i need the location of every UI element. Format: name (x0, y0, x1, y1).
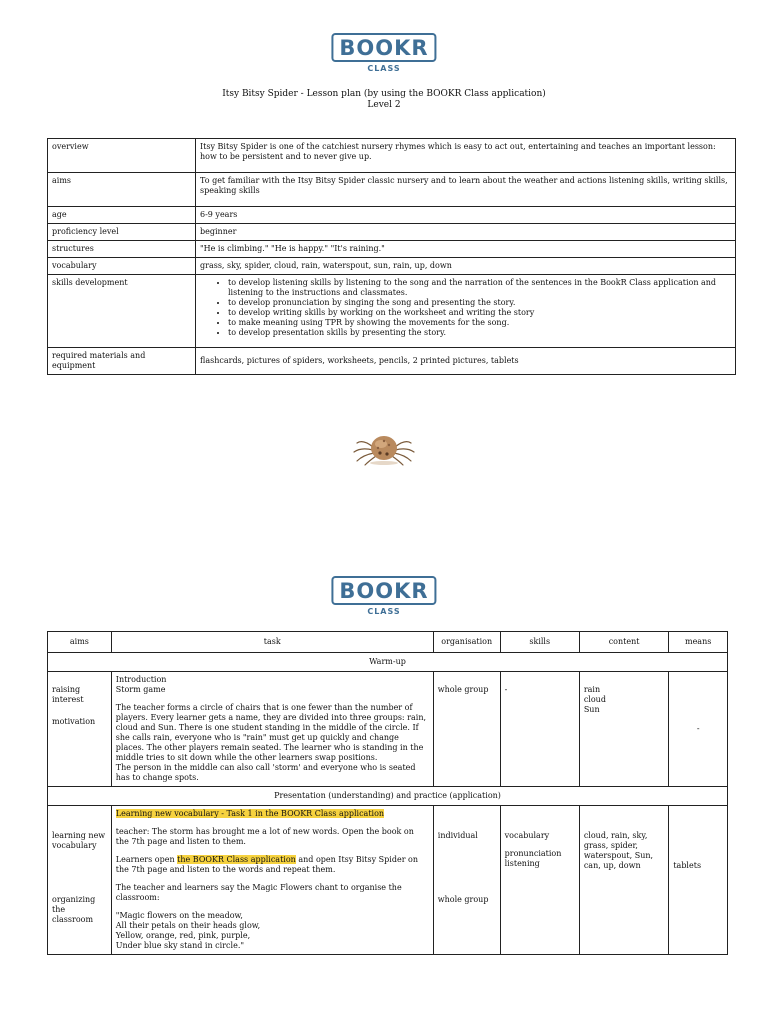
organisation-cell (433, 672, 500, 787)
aim: organizing the classroom (52, 895, 96, 924)
column-header: content (579, 632, 669, 653)
content-cell (579, 672, 669, 787)
row-key: overview (48, 139, 196, 173)
task-cell (111, 672, 433, 787)
column-header: organisation (433, 632, 500, 653)
row-value (196, 275, 736, 348)
text-run: and open Itsy Bitsy Spider on the 7th page and listen to the words and repeat them. (115, 855, 419, 874)
row-value: Itsy Bitsy Spider is one of the catchiest nursery rhymes which is easy to act out, entertaining and teaches an important lesson: how to be persistent and to never give up. (196, 139, 736, 173)
overview-table (47, 138, 736, 375)
skills-cell (500, 806, 579, 955)
aims-cell (48, 806, 112, 955)
skill: pronunciation (504, 849, 562, 858)
skill: vocabulary (504, 831, 550, 840)
skills: - (504, 685, 508, 694)
content-cell (579, 806, 669, 955)
logo-sub: CLASS (367, 607, 401, 616)
row-key: aims (48, 173, 196, 207)
column-header: skills (500, 632, 579, 653)
section-row (48, 653, 728, 672)
organisation-cell (433, 806, 500, 955)
column-header: task (111, 632, 433, 653)
row-value: flashcards, pictures of spiders, worksheets, pencils, 2 printed pictures, tablets (196, 348, 736, 375)
table-row (48, 139, 736, 173)
aim: raising interest (52, 685, 84, 704)
skills-list (200, 278, 731, 338)
table-row (48, 806, 728, 955)
row-value: grass, sky, spider, cloud, rain, waterspout, sun, rain, up, down (196, 258, 736, 275)
task-text: The person in the middle can also call 'storm' and everyone who is seated has to change spots. (115, 763, 416, 782)
task-heading: Learning new vocabulary - Task 1 in the BOOKR Class application (115, 809, 385, 818)
content-item: Sun (583, 705, 600, 714)
bookr-class-logo (331, 576, 436, 616)
table-header-row (48, 632, 728, 653)
task-title: Introduction (115, 675, 167, 684)
table-row (48, 258, 736, 275)
section-row (48, 787, 728, 806)
lesson-plan-table (47, 631, 728, 955)
task-text: teacher: The storm has brought me a lot of new words. Open the book on the 7th page and listen to them. (115, 827, 414, 846)
row-value: beginner (196, 224, 736, 241)
skills-cell (500, 672, 579, 787)
row-key: age (48, 207, 196, 224)
means-cell (669, 672, 728, 787)
logo-sub: CLASS (367, 64, 401, 73)
lesson-title: Itsy Bitsy Spider - Lesson plan (by using the BOOKR Class application) (222, 89, 546, 99)
table-row (48, 173, 736, 207)
content-item: rain (583, 685, 601, 694)
chant-line: Under blue sky stand in circle." (115, 941, 245, 950)
list-item: • to develop writing skills by working on the worksheet and writing the story (228, 308, 731, 318)
aims-cell (48, 672, 112, 787)
list-item: • to develop listening skills by listening to the song and the narration of the sentences in the BookR Class application and listening to the instructions and classmates. (228, 278, 731, 298)
row-key: proficiency level (48, 224, 196, 241)
table-row (48, 241, 736, 258)
page-title (0, 89, 768, 111)
chant-line: "Magic flowers on the meadow, (115, 911, 243, 920)
row-value: 6-9 years (196, 207, 736, 224)
table-row (48, 672, 728, 787)
content: cloud, rain, sky, grass, spider, waterspout, Sun, can, up, down (583, 831, 654, 870)
logo-brand: BOOKR (331, 33, 436, 62)
row-value: "He is climbing." "He is happy." "It's raining." (196, 241, 736, 258)
table-row (48, 275, 736, 348)
table-row (48, 348, 736, 375)
means: tablets (673, 861, 702, 870)
logo-brand: BOOKR (331, 576, 436, 605)
chant-line: All their petals on their heads glow, (115, 921, 261, 930)
list-item: • to develop pronunciation by singing the song and presenting the story. (228, 298, 731, 308)
section-title: Warm-up (48, 653, 728, 672)
column-header: means (669, 632, 728, 653)
means: - (696, 724, 700, 733)
text-run: Learners open (115, 855, 178, 864)
bookr-class-logo (331, 33, 436, 73)
aim: motivation (52, 717, 96, 726)
row-key: structures (48, 241, 196, 258)
row-value: To get familiar with the Itsy Bitsy Spider classic nursery and to learn about the weather and actions listening skills, writing skills, speaking skills (196, 173, 736, 207)
table-row (48, 224, 736, 241)
spider-illustration (351, 425, 417, 467)
row-key: vocabulary (48, 258, 196, 275)
aim: learning new vocabulary (52, 831, 106, 850)
task-text (116, 855, 429, 875)
lesson-level: Level 2 (367, 100, 401, 110)
section-title: Presentation (understanding) and practice (application) (48, 787, 728, 806)
task-text: The teacher forms a circle of chairs that is one fewer than the number of players. Every learner gets a name, they are divided into three groups: rain, cloud and Sun. There is one student standing in the middle of the circle. If she calls rain, everyone who is "rain" must get up quickly and change places. The other players remain seated. The learner who is standing in the middle tries to sit down while the other learners swap positions. (115, 703, 427, 762)
organisation: individual (437, 831, 478, 840)
task-text: The teacher and learners say the Magic Flowers chant to organise the classroom: (115, 883, 402, 902)
task-cell (111, 806, 433, 955)
list-item: • to make meaning using TPR by showing the movements for the song. (228, 318, 731, 328)
row-key: skills development (48, 275, 196, 348)
list-item: • to develop presentation skills by presenting the story. (228, 328, 731, 338)
chant-line: Yellow, orange, red, pink, purple, (115, 931, 251, 940)
organisation: whole group (437, 895, 489, 904)
task-game: Storm game (115, 685, 166, 694)
content-item: cloud (583, 695, 606, 704)
means-cell (669, 806, 728, 955)
row-key: required materials and equipment (48, 348, 196, 375)
table-row (48, 207, 736, 224)
column-header: aims (48, 632, 112, 653)
highlighted-text: the BOOKR Class application (177, 855, 296, 864)
skill: listening (504, 859, 540, 868)
organisation: whole group (437, 685, 489, 694)
